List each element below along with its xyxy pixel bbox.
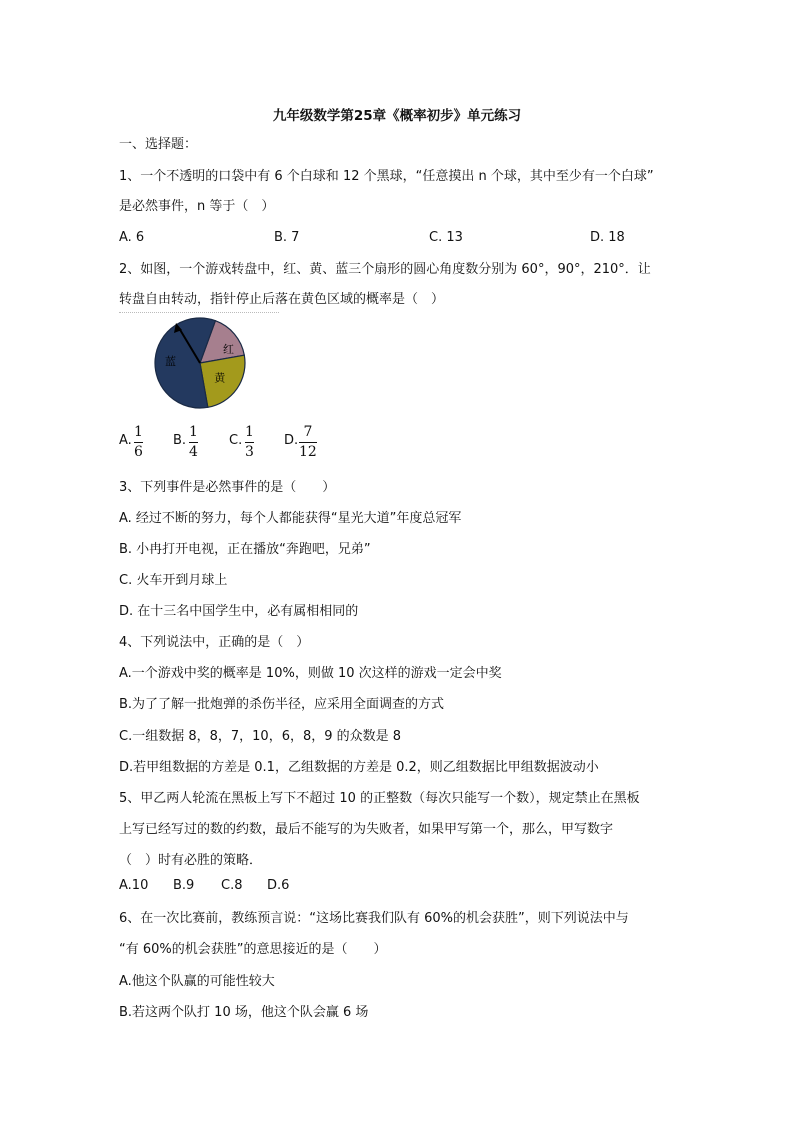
q3-option-a: A. 经过不断的努力，每个人都能获得“星光大道”年度总冠军 (119, 511, 462, 526)
q4-stem: 4、下列说法中，正确的是（ ） (119, 635, 310, 650)
q3-option-b: B. 小冉打开电视，正在播放“奔跑吧，兄弟” (119, 542, 371, 557)
spinner-figure (118, 312, 248, 412)
q6-option-a: A.他这个队赢的可能性较大 (119, 974, 275, 989)
q5-stem-line2: 上写已经写过的数的约数，最后不能写的为失败者，如果甲写第一个，那么，甲写数字 (119, 822, 614, 837)
q6-stem-line2: “有 60%的机会获胜”的意思接近的是（ ） (119, 942, 387, 957)
q4-option-c: C.一组数据 8，8，7，10，6，8，9 的众数是 8 (119, 729, 402, 744)
q6-stem-line1: 6、在一次比赛前，教练预言说：“这场比赛我们队有 60%的机会获胜”，则下列说法中与 (119, 911, 629, 926)
q2-option-c-fraction: 1 3 (245, 424, 254, 460)
q5-option-b: B.9 (173, 878, 195, 893)
q2-option-d-fraction: 7 12 (299, 424, 317, 460)
sector-label-1: 黄 (214, 371, 226, 385)
q5-option-a: A.10 (119, 878, 149, 893)
q1-option-d: D. 18 (590, 230, 625, 245)
q5-option-d: D.6 (267, 878, 290, 893)
q4-option-a: A.一个游戏中奖的概率是 10%，则做 10 次这样的游戏一定会中奖 (119, 666, 502, 681)
sector-label-0: 红 (223, 343, 235, 357)
q4-option-b: B.为了了解一批炮弹的杀伤半径，应采用全面调查的方式 (119, 697, 445, 712)
q2-option-c-letter: C. (229, 433, 243, 448)
page-title: 九年级数学第25章《概率初步》单元练习 (272, 108, 522, 124)
q4-option-d: D.若甲组数据的方差是 0.1，乙组数据的方差是 0.2，则乙组数据比甲组数据波动小 (119, 760, 599, 775)
section-heading: 一、选择题： (119, 137, 198, 152)
q3-stem: 3、下列事件是必然事件的是（ ） (119, 480, 336, 495)
q1-option-b: B. 7 (274, 230, 300, 245)
q1-option-c: C. 13 (429, 230, 463, 245)
q1-stem-line2: 是必然事件，n 等于（ ） (119, 199, 275, 214)
q2-option-b-fraction: 1 4 (189, 424, 198, 460)
q5-stem-line3: （ ）时有必胜的策略． (119, 853, 263, 868)
q6-option-b: B.若这两个队打 10 场，他这个队会赢 6 场 (119, 1005, 369, 1020)
q2-option-a-fraction: 1 6 (134, 424, 143, 460)
q2-option-d-letter: D. (284, 433, 299, 448)
q2-option-a-letter: A. (119, 433, 132, 448)
q1-stem-line1: 1、一个不透明的口袋中有 6 个白球和 12 个黑球，“任意摸出 n 个球，其中至少有一个白球” (119, 169, 654, 184)
q3-option-d: D. 在十三名中国学生中，必有属相相同的 (119, 604, 359, 619)
q2-stem-line2: 转盘自由转动，指针停止后落在黄色区域的概率是（ ） (119, 292, 445, 307)
q3-option-c: C. 火车开到月球上 (119, 573, 228, 588)
q5-option-c: C.8 (221, 878, 243, 893)
q5-stem-line1: 5、甲乙两人轮流在黑板上写下不超过 10 的正整数（每次只能写一个数），规定禁止在黑板 (119, 791, 640, 806)
sector-label-2: 蓝 (164, 355, 176, 369)
q2-stem-line1: 2、如图，一个游戏转盘中，红、黄、蓝三个扇形的圆心角度数分别为 60°，90°，210°．让 (119, 262, 651, 277)
q1-option-a: A. 6 (119, 230, 145, 245)
q2-option-b-letter: B. (173, 433, 187, 448)
